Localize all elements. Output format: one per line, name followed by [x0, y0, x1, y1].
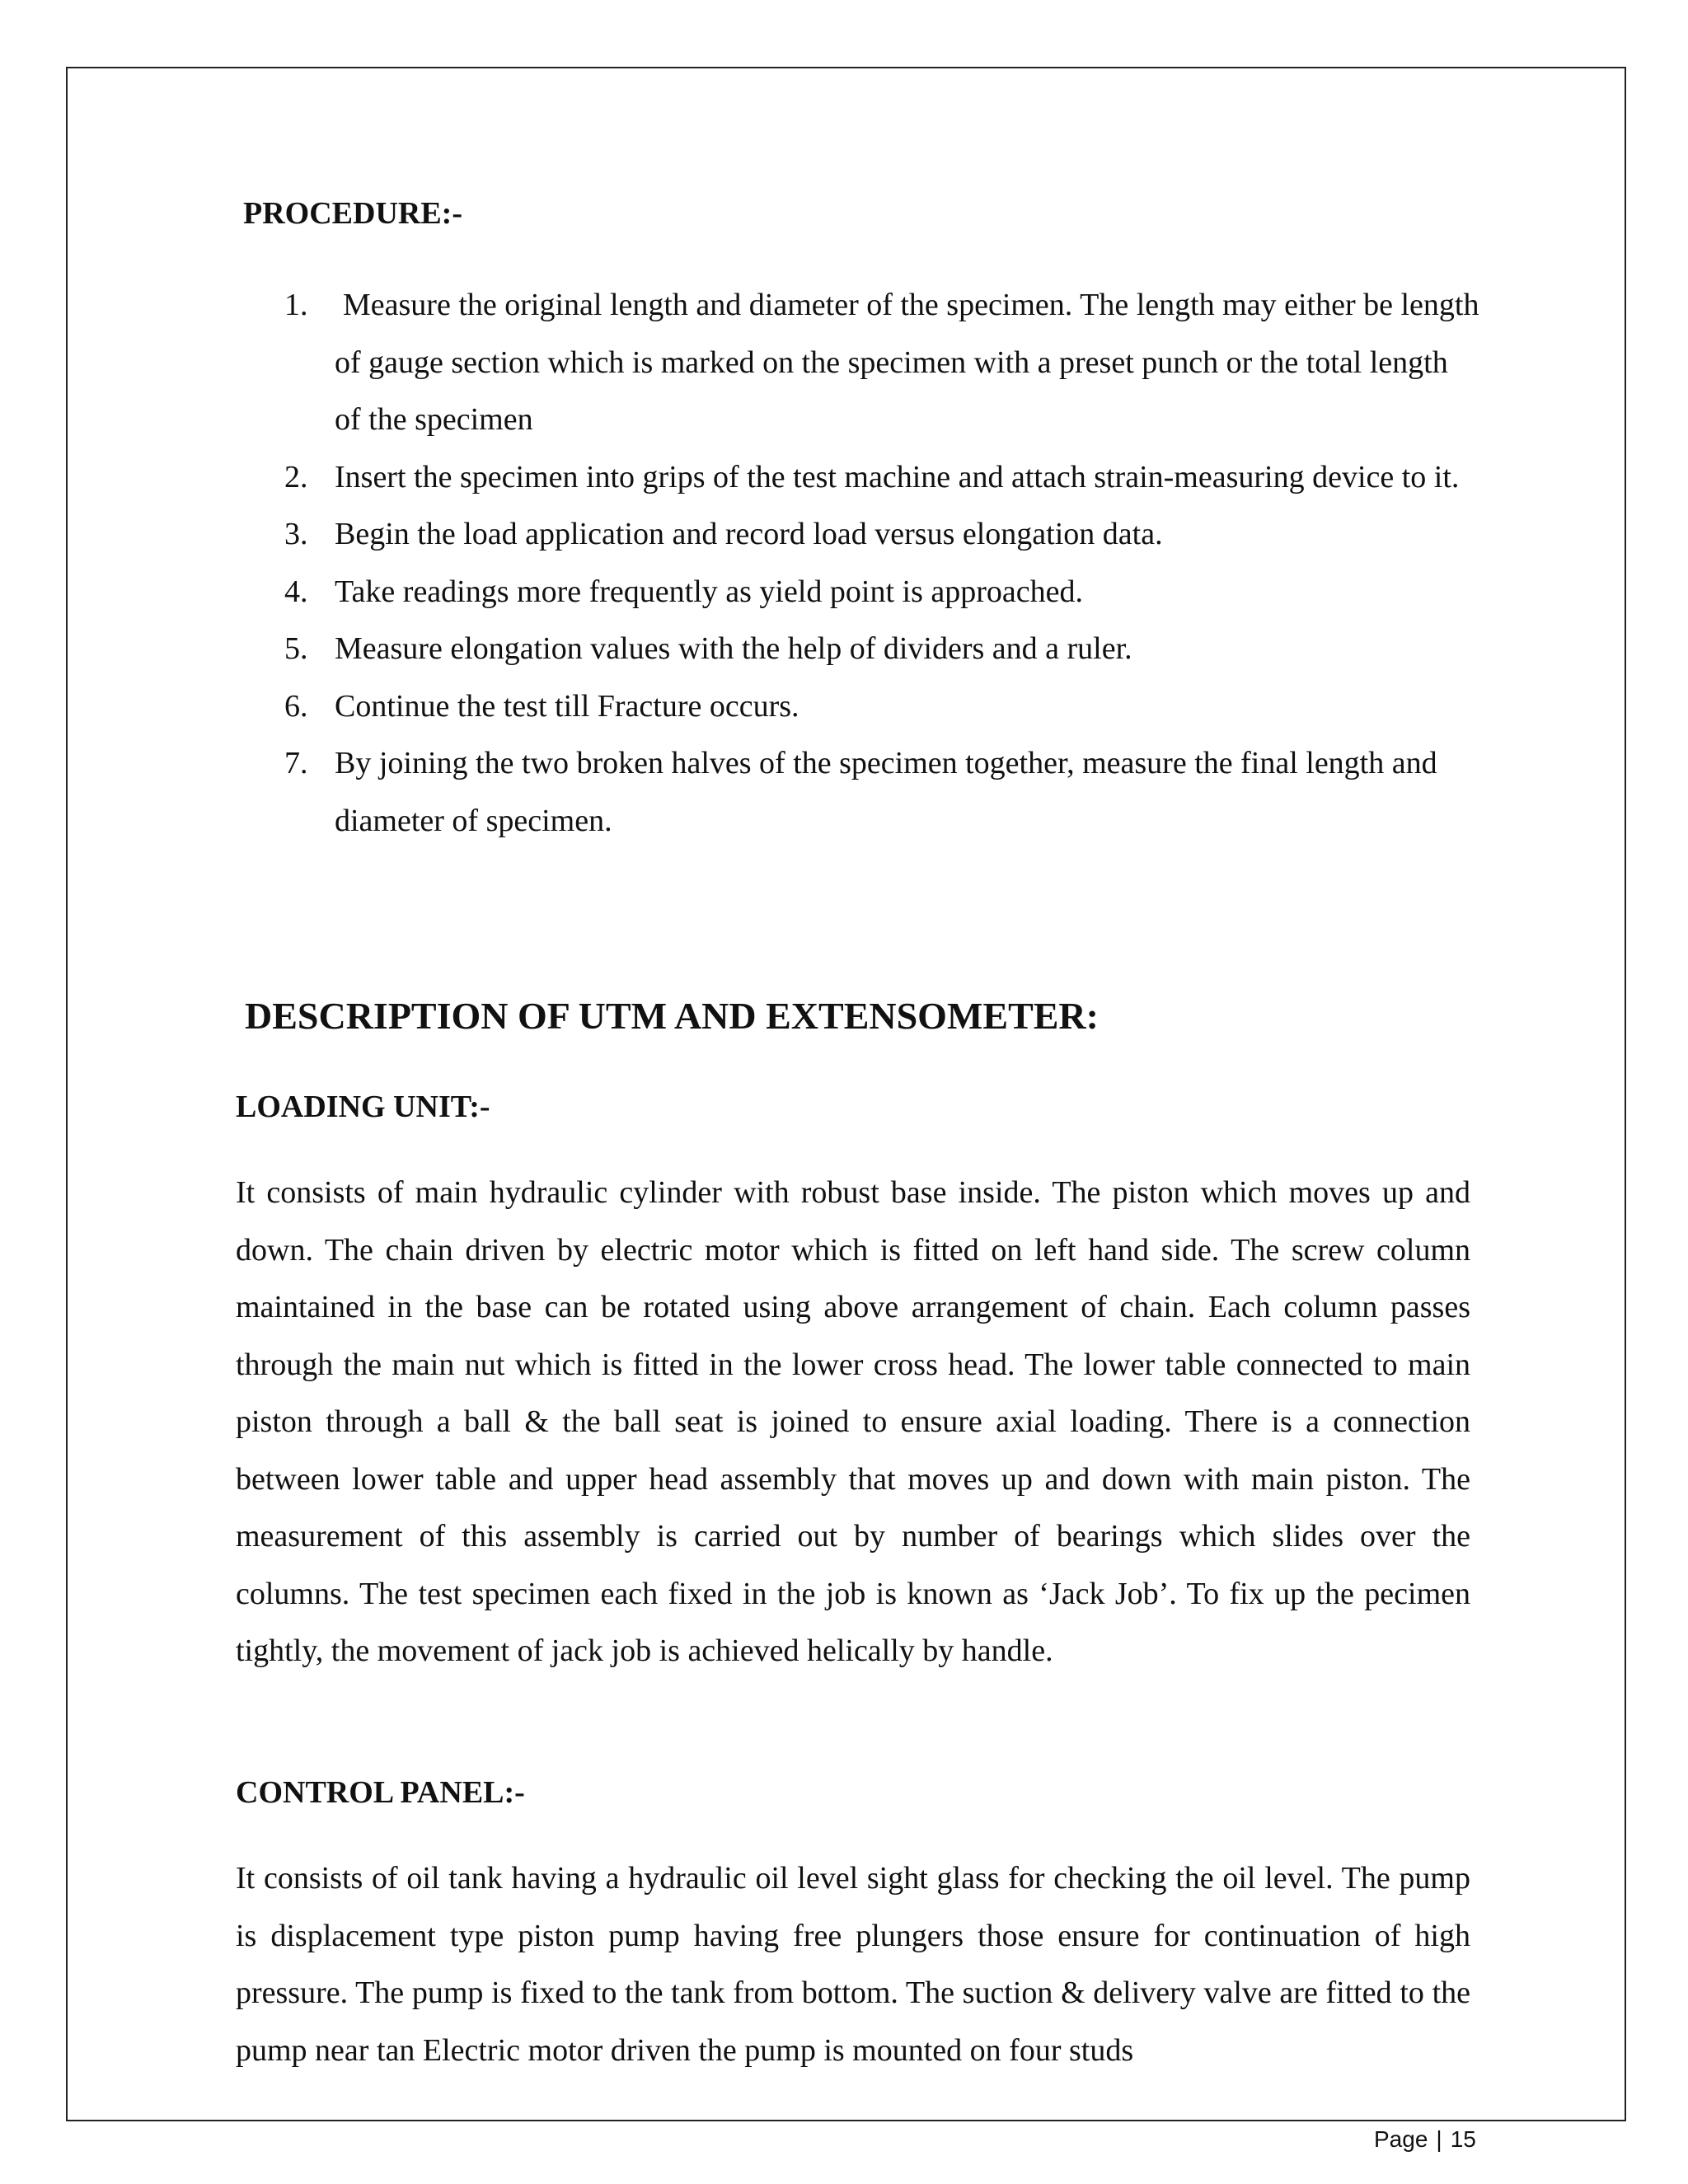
- step-text: Continue the test till Fracture occurs.: [335, 688, 799, 724]
- loading-unit-paragraph: It consists of main hydraulic cylinder with robust base inside. The piston which moves up and down. The chain driven by electric motor which is fitted on left hand side. The screw column maintained in the base can be rotated using above arrangement of chain. Each column passes through the main nut which is fitted in the lower cross head. The lower table connected to main piston through a ball & the ball seat is joined to ensure axial loading. There is a connection between lower table and upper head assembly that moves up and down with main piston. The measurement of this assembly is carried out by number of bearings which slides over the columns. The test specimen each fixed in the job is known as ‘Jack Job’. To fix up the pecimen tightly, the movement of jack job is achieved helically by handle.: [236, 1175, 1470, 1668]
- step-text: Measure elongation values with the help of dividers and a ruler.: [335, 631, 1132, 666]
- step-text: By joining the two broken halves of the specimen together, measure the final length and diameter of specimen.: [335, 746, 1437, 838]
- description-heading: DESCRIPTION OF UTM AND EXTENSOMETER:: [245, 995, 1099, 1037]
- step-text: Measure the original length and diameter of the specimen. The length may either be length of gauge section which is marked on the specimen with a preset punch or the total length of the specimen: [335, 288, 1479, 437]
- page-label: Page: [1374, 2126, 1428, 2152]
- control-panel-paragraph: It consists of oil tank having a hydraulic oil level sight glass for checking the oil level. The pump is displacement type piston pump having free plungers those ensure for continuation of high pressure. The pump is fixed to the tank from bottom. The suction & delivery valve are fitted to the pump near tan Electric motor driven the pump is mounted on four studs: [236, 1861, 1470, 2068]
- procedure-step: [0, 735, 1688, 850]
- procedure-step: [0, 678, 1688, 736]
- loading-unit-heading: LOADING UNIT:-: [236, 1090, 490, 1124]
- step-number: 2.: [284, 459, 308, 494]
- page-footer: [1374, 2125, 1476, 2154]
- procedure-step: [0, 277, 1688, 449]
- page-separator: |: [1436, 2126, 1442, 2152]
- procedure-heading: PROCEDURE:-: [243, 196, 462, 231]
- step-text: Insert the specimen into grips of the test machine and attach strain-measuring device to it.: [335, 459, 1460, 494]
- step-number: 7.: [284, 746, 308, 780]
- step-number: 5.: [284, 631, 308, 666]
- step-number: 1.: [284, 288, 308, 322]
- procedure-step: [0, 621, 1688, 678]
- procedure-step: [0, 564, 1688, 621]
- step-number: 4.: [284, 574, 308, 609]
- step-text: Begin the load application and record load versus elongation data.: [335, 517, 1163, 551]
- step-number: 3.: [284, 517, 308, 551]
- procedure-step: [0, 506, 1688, 564]
- step-text: Take readings more frequently as yield point is approached.: [335, 574, 1083, 609]
- step-number: 6.: [284, 688, 308, 724]
- control-panel-heading: CONTROL PANEL:-: [236, 1775, 525, 1810]
- procedure-steps-list: [0, 277, 1688, 850]
- page-number: 15: [1450, 2126, 1476, 2152]
- procedure-step: [0, 449, 1688, 507]
